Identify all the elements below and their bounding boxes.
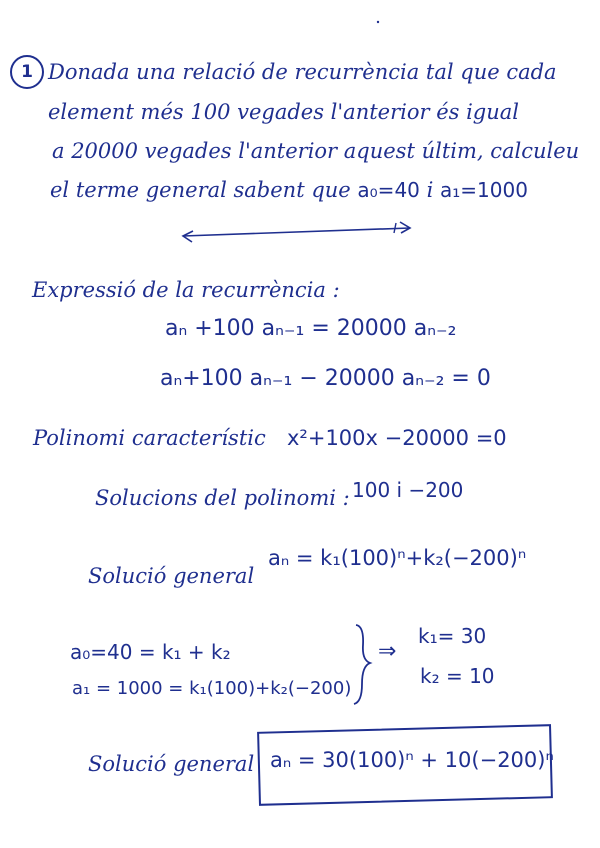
conjunction: i [426, 178, 434, 202]
general-solution-equation: aₙ = k₁(100)ⁿ+k₂(−200)ⁿ [268, 546, 527, 570]
system-row-1: a₀=40 = k₁ + k₂ [70, 640, 231, 664]
final-solution-equation: aₙ = 30(100)ⁿ + 10(−200)ⁿ [270, 748, 554, 772]
implies-arrow: ⇒ [378, 639, 397, 664]
final-solution-label: Solució general [88, 752, 255, 776]
statement-line-3: a 20000 vegades l'anterior aquest últim, calculeu [52, 139, 580, 163]
polynomial-heading: Polinomi característic [33, 426, 266, 450]
system-row-2: a₁ = 1000 = k₁(100)+k₂(−200) [72, 678, 352, 699]
initial-condition-a0: a₀=40 [357, 178, 420, 202]
recurrence-equation-1: aₙ +100 aₙ₋₁ = 20000 aₙ₋₂ [165, 316, 457, 341]
general-solution-label: Solució general [88, 564, 255, 588]
separator-arrow-line [183, 228, 410, 236]
characteristic-equation: x²+100x −20000 =0 [287, 426, 507, 450]
recurrence-heading: Expressió de la recurrència : [32, 278, 340, 302]
statement-line-1: Donada una relació de recurrència tal que cada [48, 60, 557, 84]
problem-number: 1 [10, 55, 44, 89]
roots-label: Solucions del polinomi : [95, 486, 350, 510]
recurrence-equation-2: aₙ+100 aₙ₋₁ − 20000 aₙ₋₂ = 0 [160, 366, 491, 391]
separator-arrow-tick [394, 223, 396, 233]
statement-line-2: element més 100 vegades l'anterior és igual [48, 100, 519, 124]
k2-result: k₂ = 10 [420, 664, 495, 688]
ink-dot [377, 21, 379, 23]
statement-line-4-text: el terme general sabent que [50, 178, 351, 202]
system-brace [354, 625, 370, 704]
roots-value: 100 i −200 [352, 478, 464, 502]
statement-line-4 [50, 180, 528, 201]
initial-condition-a1: a₁=1000 [439, 178, 528, 202]
k1-result: k₁= 30 [418, 624, 487, 648]
